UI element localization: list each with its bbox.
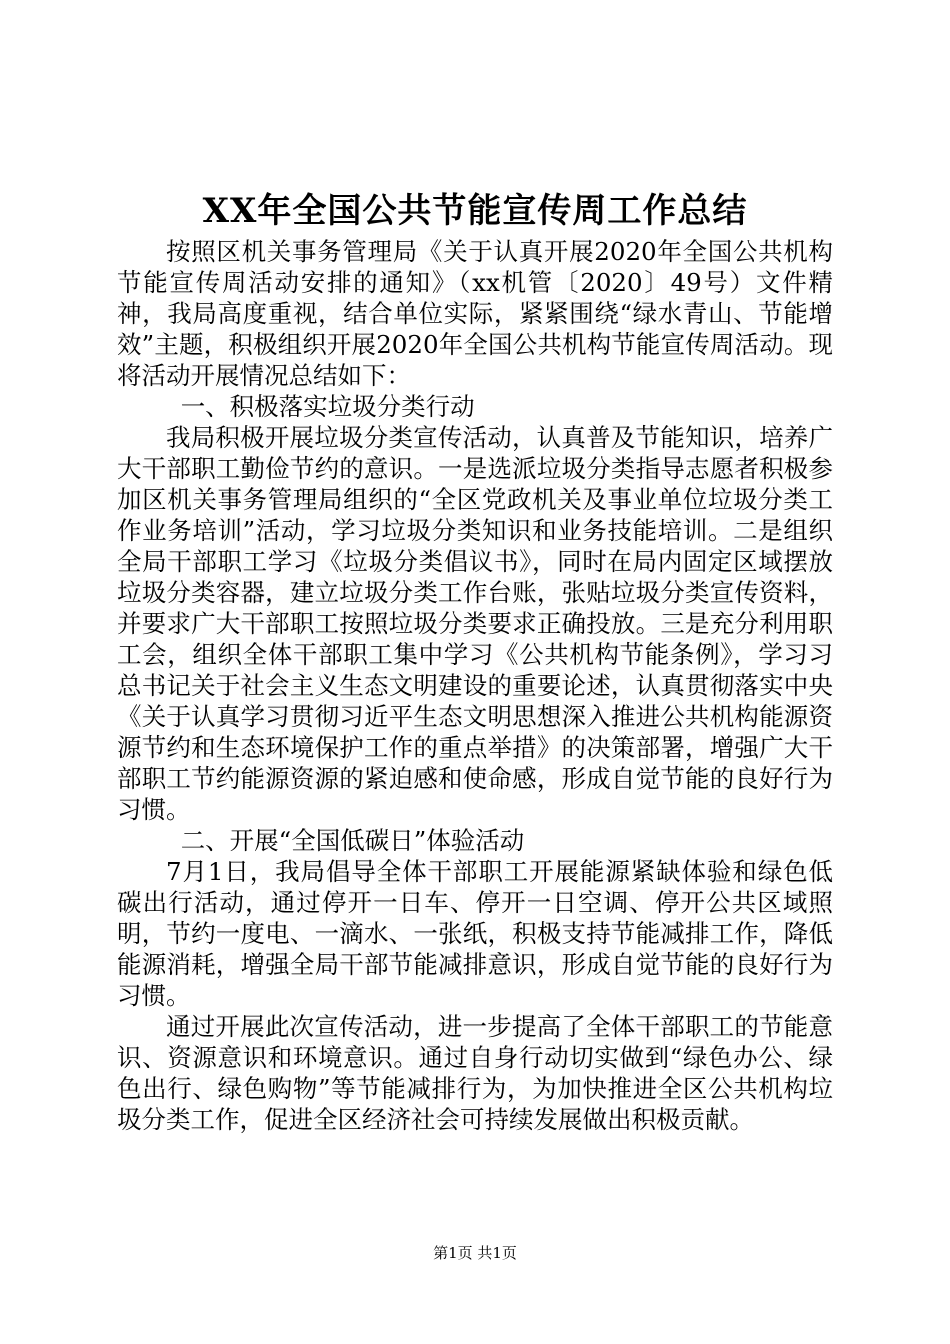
intro-paragraph: 按照区机关事务管理局《关于认真开展2020年全国公共机构节能宣传周活动安排的通知》（xx机管〔2020〕49号）文件精神，我局高度重视，结合单位实际，紧紧围绕“绿水青山、节能增效”主题，积极组织开展2020年全国公共机构节能宣传周活动。现将活动开展情况总结如下：: [117, 237, 833, 390]
section-heading-1: 一、积极落实垃圾分类行动: [180, 392, 475, 421]
section-2-paragraph: 7月1日，我局倡导全体干部职工开展能源紧缺体验和绿色低碳出行活动，通过停开一日车、停开一日空调、停开公共区域照明，节约一度电、一滴水、一张纸，积极支持节能减排工作，降低能源消耗，增强全局干部节能减排意识，形成自觉节能的良好行为习惯。: [117, 857, 833, 1010]
page-footer: 第1页 共1页: [433, 1244, 517, 1262]
document-body: [117, 236, 833, 1135]
conclusion-paragraph: 通过开展此次宣传活动，进一步提高了全体干部职工的节能意识、资源意识和环境意识。通过自身行动切实做到“绿色办公、绿色出行、绿色购物”等节能减排行为，为加快推进全区公共机构垃圾分类工作，促进全区经济社会可持续发展做出积极贡献。: [117, 1012, 833, 1134]
section-heading-2: 二、开展“全国低碳日”体验活动: [180, 826, 525, 855]
section-1-paragraph: 我局积极开展垃圾分类宣传活动，认真普及节能知识，培养广大干部职工勤俭节约的意识。一是选派垃圾分类指导志愿者积极参加区机关事务管理局组织的“全区党政机关及事业单位垃圾分类工作业务培训”活动，学习垃圾分类知识和业务技能培训。二是组织全局干部职工学习《垃圾分类倡议书》，同时在局内固定区域摆放垃圾分类容器，建立垃圾分类工作台账，张贴垃圾分类宣传资料，并要求广大干部职工按照垃圾分类要求正确投放。三是充分利用职工会，组织全体干部职工集中学习《公共机构节能条例》，学习习总书记关于社会主义生态文明建设的重要论述，认真贯彻落实中央《关于认真学习贯彻习近平生态文明思想深入推进公共机构能源资源节约和生态环境保护工作的重点举措》的决策部署，增强广大干部职工节约能源资源的紧迫感和使命感，形成自觉节能的良好行为习惯。: [117, 423, 833, 824]
document-title: XX年全国公共节能宣传周工作总结: [202, 191, 748, 231]
